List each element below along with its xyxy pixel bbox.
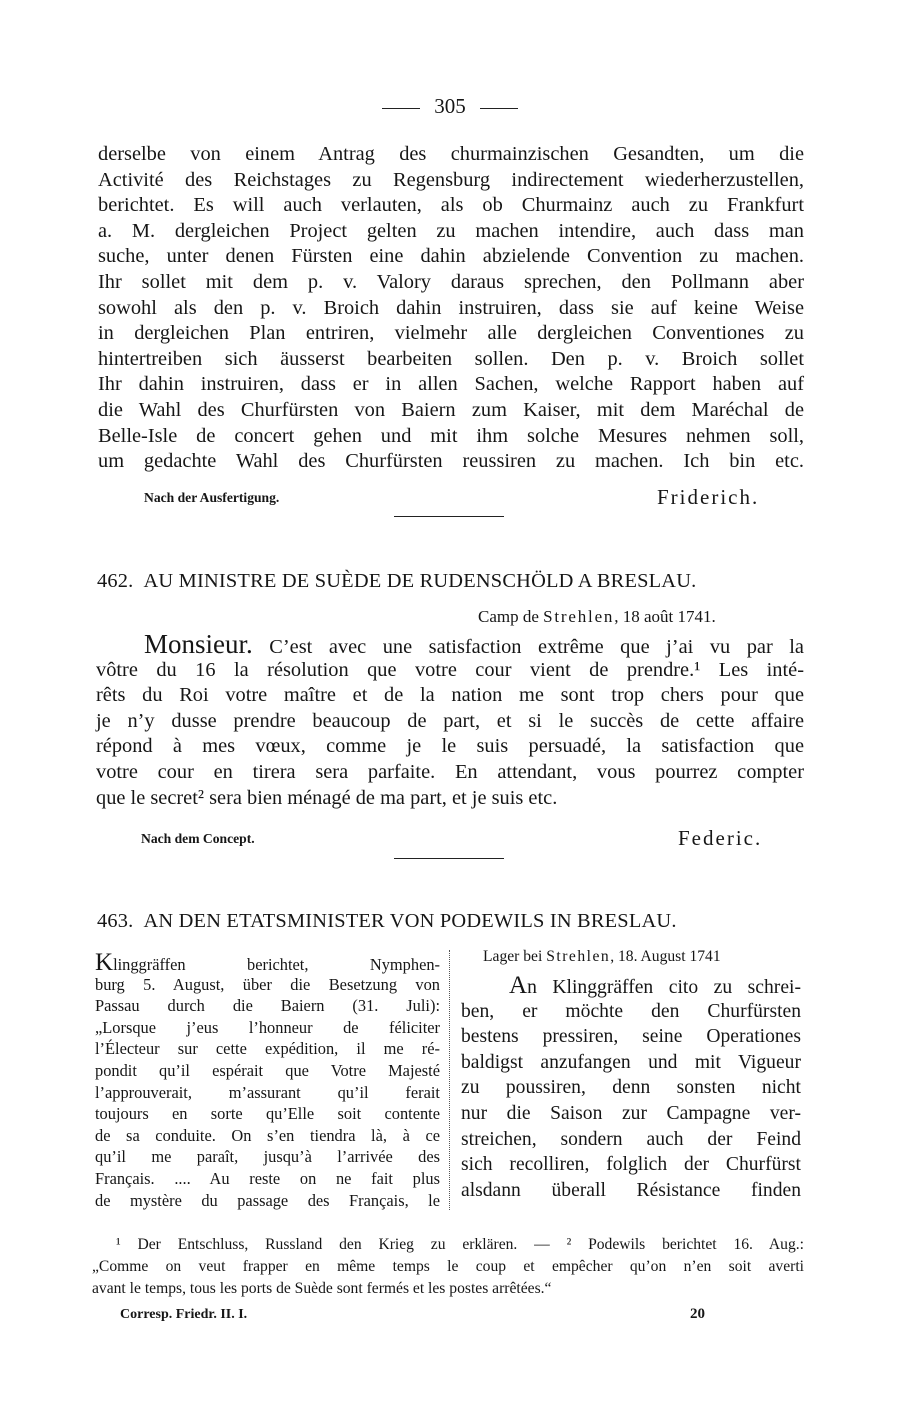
text-line: de mystère du passage des Français, le bbox=[95, 1190, 440, 1210]
first-line-text: C’est avec une satisfaction extrême que j’ai vu par la bbox=[269, 636, 804, 658]
letter-heading bbox=[97, 570, 805, 593]
text-line: berichtet. Es will auch verlauten, als ob Churmainz auch zu Frankfurt bbox=[98, 194, 804, 217]
continued-paragraph bbox=[98, 142, 804, 475]
dateline-town: Strehlen bbox=[543, 607, 615, 626]
text-line-first bbox=[461, 973, 801, 999]
source-note: Nach der Ausfertigung. bbox=[144, 490, 280, 505]
signature: Friderich. bbox=[657, 485, 760, 509]
text-line: vôtre du 16 la résolution que votre cour vient de prendre.¹ Les inté- bbox=[96, 658, 804, 681]
dateline-place: Lager bei bbox=[483, 948, 543, 965]
text-line: a. M. dergleichen Project gelten zu machen intendire, auch dass man bbox=[98, 219, 804, 242]
volume-signature: Corresp. Friedr. II. I. bbox=[120, 1307, 248, 1322]
text-line: „Lorsque j’eus l’honneur de féliciter bbox=[95, 1017, 440, 1037]
letter-number: 462. bbox=[97, 570, 134, 592]
text-line: Ihr sollet mit dem p. v. Valory daraus sprechen, den Pollmann aber bbox=[98, 270, 804, 293]
text-line: derselbe von einem Antrag des churmainzischen Gesandten, um die bbox=[98, 143, 804, 165]
sheet-number: 20 bbox=[690, 1306, 705, 1322]
summary-column bbox=[95, 949, 440, 1211]
text-line: um gedachte Wahl des Churfürsten reussiren zu machen. Ich bin etc. bbox=[98, 450, 804, 473]
text-line: in dergleichen Plan entriren, vielmehr alle dergleichen Conventiones zu bbox=[98, 322, 804, 345]
section-rule bbox=[394, 516, 504, 517]
text-line: die Wahl des Churfürsten von Baiern zum Kaiser, mit dem Maréchal de bbox=[98, 398, 804, 421]
column-divider bbox=[449, 950, 450, 1210]
letter-body bbox=[461, 973, 801, 1203]
text-line: votre cour en tirera sera parfaite. En attendant, vous pourrez compter bbox=[96, 760, 804, 783]
text-line: l’Électeur sur cette expédition, il me ré- bbox=[95, 1039, 440, 1059]
text-line: qu’il me paraît, jusqu’à l’arrivée des bbox=[95, 1147, 440, 1167]
drop-cap: K bbox=[95, 949, 114, 976]
text-line: Français. .... Au reste on ne fait plus bbox=[95, 1168, 440, 1188]
first-line-text: n Klinggräffen cito zu schrei- bbox=[527, 977, 801, 998]
text-line: streichen, sondern auch der Feind bbox=[461, 1128, 801, 1150]
footnote-line: avant le temps, tous les ports de Suède sont fermés et les postes arrêtées.“ bbox=[92, 1280, 552, 1297]
section-rule bbox=[394, 858, 504, 859]
text-line: burg 5. August, über die Besetzung von bbox=[95, 974, 440, 994]
text-line: de sa conduite. On s’en tiendra là, à ce bbox=[95, 1125, 440, 1145]
text-line: alsdann überall Résistance finden bbox=[461, 1179, 801, 1201]
text-line: bestens pressiren, seine Operationes bbox=[461, 1026, 801, 1048]
dateline-place: Camp de bbox=[478, 607, 539, 626]
salutation: Monsieur. bbox=[144, 629, 253, 659]
letter-heading bbox=[97, 910, 805, 933]
page-number-dash-left bbox=[382, 108, 420, 109]
text-line: sowohl als den p. v. Broich dahin instruiren, dass sie auf keine Weise bbox=[98, 296, 804, 319]
text-line: toujours en sorte qu’Elle soit contente bbox=[95, 1104, 440, 1124]
page-number-value: 305 bbox=[434, 94, 466, 118]
text-line: hintertreiben sich äusserst bearbeiten sollen. Den p. v. Broich sollet bbox=[98, 347, 804, 370]
dateline-date: , 18 août 1741. bbox=[614, 607, 716, 626]
page-number-dash-right bbox=[480, 108, 518, 109]
dateline bbox=[483, 948, 721, 966]
letter-title: AU MINISTRE DE SUÈDE DE RUDENSCHÖLD A BRESLAU. bbox=[143, 570, 697, 592]
text-line: ben, er möchte den Churfürsten bbox=[461, 1000, 801, 1022]
letter-body bbox=[96, 629, 804, 811]
text-line: Passau durch die Baiern (31. Juli): bbox=[95, 996, 440, 1016]
text-line: sich recolliren, folglich der Churfürst bbox=[461, 1154, 801, 1176]
text-line-first bbox=[96, 629, 804, 659]
text-line: Ihr dahin instruiren, dass er in allen Sachen, welche Rapport haben auf bbox=[98, 373, 804, 396]
text-line: je n’y dusse prendre beaucoup de part, et si le succès de cette affaire bbox=[96, 709, 804, 732]
text-line: l’approuverait, m’assurant qu’il ferait bbox=[95, 1082, 440, 1102]
letter-number: 463. bbox=[97, 910, 134, 932]
text-line-first bbox=[95, 949, 440, 976]
text-line: Belle-Isle de concert gehen und mit ihm solche Mesures nehmen soll, bbox=[98, 424, 804, 447]
text-line: Activité des Reichstages zu Regensburg indirectement wiederherzustellen, bbox=[98, 168, 804, 191]
dateline bbox=[478, 607, 716, 627]
dateline-town: Strehlen bbox=[546, 948, 611, 965]
letter-title: AN DEN ETATSMINISTER VON PODEWILS IN BRESLAU. bbox=[143, 910, 677, 932]
first-line-text: linggräffen berichtet, Nymphen- bbox=[113, 955, 440, 974]
text-line: nur die Saison zur Campagne ver- bbox=[461, 1102, 801, 1124]
footnote-line: ¹ Der Entschluss, Russland den Krieg zu erklären. — ² Podewils berichtet 16. Aug.: bbox=[116, 1236, 804, 1253]
source-note: Nach dem Concept. bbox=[141, 831, 255, 846]
footnotes bbox=[92, 1234, 804, 1300]
text-line: que le secret² sera bien ménagé de ma part, et je suis etc. bbox=[96, 786, 558, 809]
page-number bbox=[0, 94, 900, 119]
text-line: répond à mes vœux, comme je le suis persuadé, la satisfaction que bbox=[96, 735, 804, 758]
drop-cap: A bbox=[509, 972, 528, 999]
text-line: zu poussiren, denn sonsten nicht bbox=[461, 1077, 801, 1099]
signature: Federic. bbox=[678, 826, 763, 850]
text-line: baldigst anzufangen und mit Vigueur bbox=[461, 1051, 801, 1073]
footnote-line: „Comme on veut frapper en même temps le coup et empêcher qu’on n’en soit averti bbox=[92, 1258, 804, 1275]
text-line: suche, unter denen Fürsten eine dahin abzielende Convention zu machen. bbox=[98, 245, 804, 268]
text-line: rêts du Roi votre maître et de la nation me sont trop chers pour que bbox=[96, 684, 804, 707]
dateline-date: , 18. August 1741 bbox=[610, 948, 721, 965]
text-line: pondit qu’il espérait que Votre Majesté bbox=[95, 1060, 440, 1080]
